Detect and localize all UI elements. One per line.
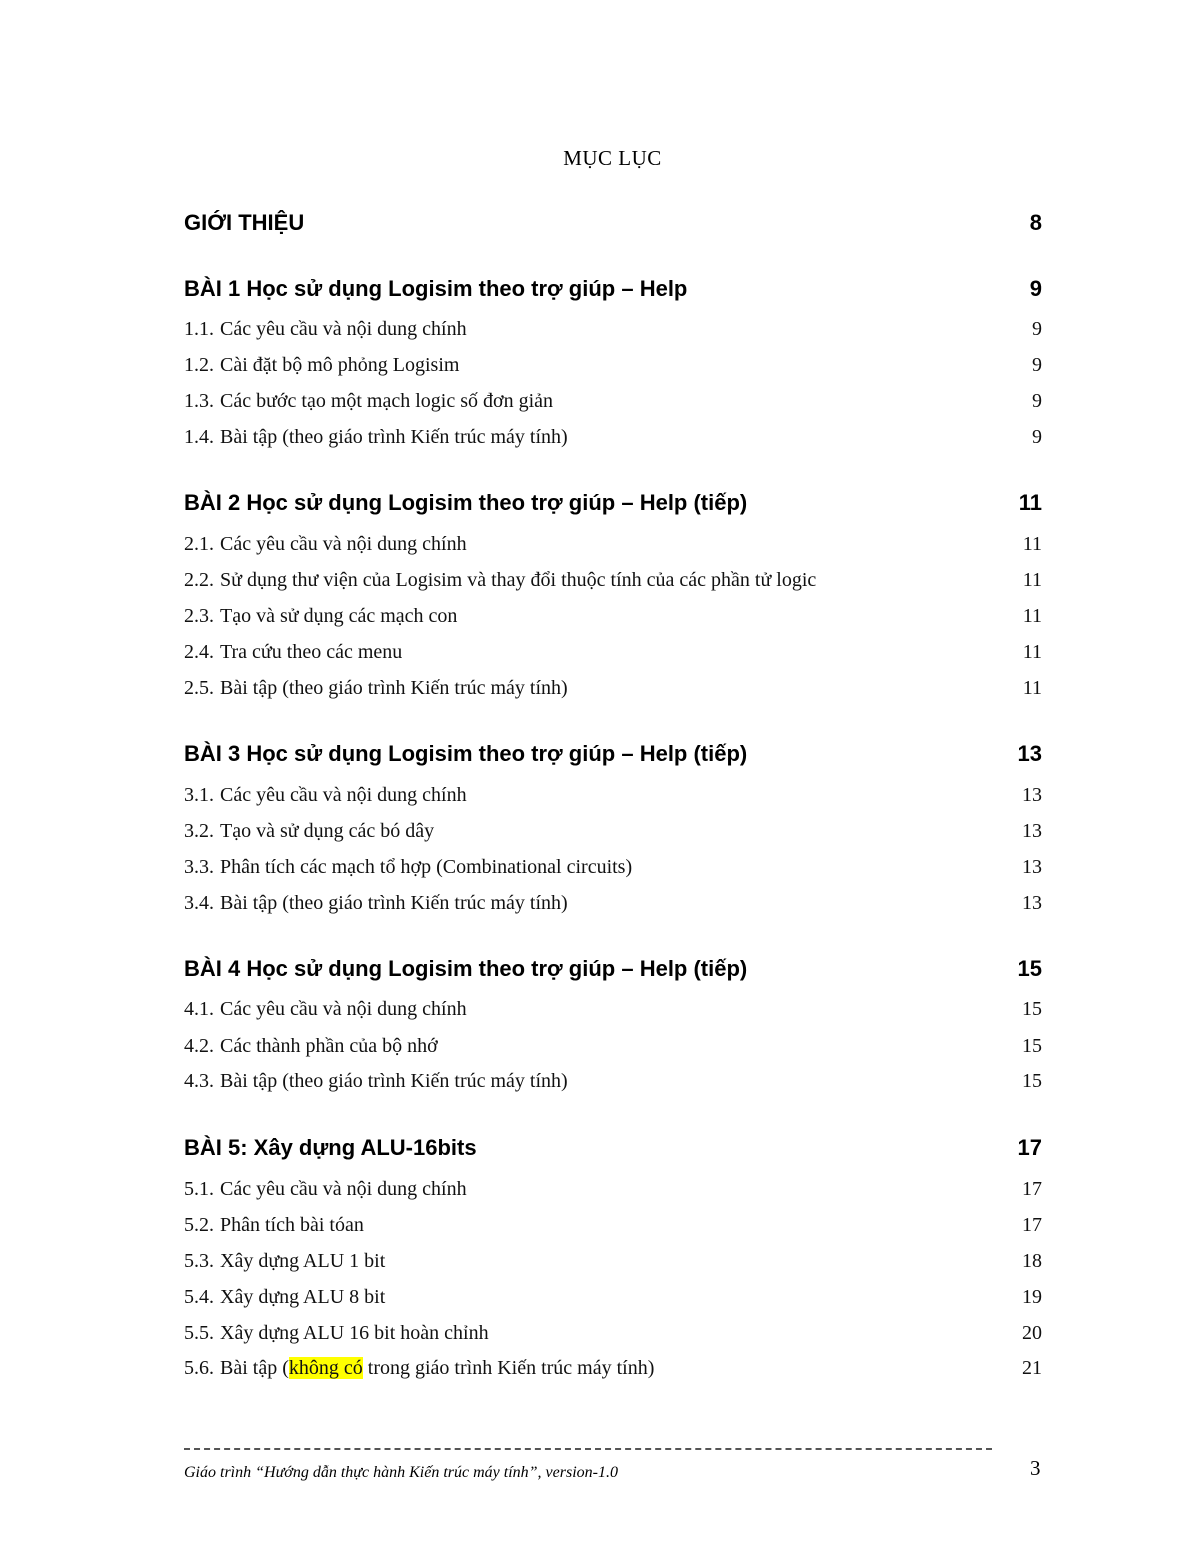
toc-heading[interactable] [184, 956, 1042, 986]
toc-entry-title: BÀI 2 Học sử dụng Logisim theo trợ giúp – Help (tiếp) [184, 490, 748, 515]
toc-entry-title: Các yêu cầu và nội dung chính [220, 998, 467, 1020]
toc-entry-number: 3.1. [184, 784, 214, 806]
toc-entry-title: Bài tập (theo giáo trình Kiến trúc máy tính) [220, 426, 568, 448]
toc-entry[interactable] [184, 784, 1042, 812]
toc-entry-number: 1.4. [184, 426, 214, 448]
toc-page-number: 9 [1029, 276, 1042, 301]
toc-heading[interactable] [184, 1135, 1042, 1165]
toc-page-number: 13 [1017, 741, 1042, 766]
toc-heading[interactable] [184, 276, 1042, 306]
page-number: 3 [1030, 1456, 1041, 1480]
toc-entry[interactable] [184, 1035, 1042, 1063]
toc-page-number: 17 [1022, 1214, 1042, 1236]
page-title: MỤC LỤC [563, 146, 662, 170]
toc-page-number: 13 [1022, 892, 1042, 914]
toc-entry-number: 2.3. [184, 605, 214, 627]
toc-entry-number: 2.2. [184, 569, 214, 591]
toc-entry-title: Các yêu cầu và nội dung chính [220, 1178, 467, 1200]
toc-entry-title-part: Bài tập ( [220, 1357, 289, 1379]
highlighted-text: không có [288, 1357, 363, 1379]
toc-entry-number: 5.1. [184, 1178, 214, 1200]
toc-entry[interactable] [184, 426, 1042, 454]
toc-page-number: 11 [1022, 569, 1042, 591]
toc-entry-number: 3.2. [184, 820, 214, 842]
toc-page-number: 11 [1022, 605, 1042, 627]
toc-entry-title: BÀI 1 Học sử dụng Logisim theo trợ giúp – Help [184, 276, 688, 301]
toc-entry[interactable] [184, 1357, 1042, 1385]
toc-entry-title: Xây dựng ALU 8 bit [220, 1286, 386, 1308]
toc-entry-title: BÀI 4 Học sử dụng Logisim theo trợ giúp – Help (tiếp) [184, 956, 748, 981]
toc-entry[interactable] [184, 641, 1042, 669]
toc-entry-number: 1.3. [184, 390, 214, 412]
toc-entry-number: 3.3. [184, 856, 214, 878]
toc-entry-title: Xây dựng ALU 1 bit [220, 1250, 386, 1272]
toc-entry-title: BÀI 5: Xây dựng ALU-16bits [184, 1135, 477, 1160]
toc-page-number: 11 [1018, 490, 1042, 515]
toc-page-number: 15 [1022, 1070, 1042, 1092]
toc-page-number: 15 [1022, 1035, 1042, 1057]
toc-entry-number: 2.1. [184, 533, 214, 555]
toc-entry-title: Các yêu cầu và nội dung chính [220, 318, 467, 340]
toc-entry-title: Xây dựng ALU 16 bit hoàn chỉnh [220, 1322, 489, 1344]
toc-entry-title: Cài đặt bộ mô phỏng Logisim [220, 354, 460, 376]
toc-entry[interactable] [184, 856, 1042, 884]
toc-entry-title: Tạo và sử dụng các bó dây [220, 820, 435, 842]
toc-page-number: 20 [1022, 1322, 1042, 1344]
toc-entry-title: Sử dụng thư viện của Logisim và thay đổi thuộc tính của các phần tử logic [220, 569, 817, 591]
toc-entry[interactable] [184, 390, 1042, 418]
toc-page-number: 9 [1032, 318, 1042, 340]
toc-page-number: 17 [1017, 1135, 1042, 1160]
toc-page-number: 13 [1022, 820, 1042, 842]
toc-entry-number: 2.4. [184, 641, 214, 663]
toc-entry[interactable] [184, 605, 1042, 633]
toc-entry-title-part: trong giáo trình Kiến trúc máy tính) [362, 1357, 655, 1379]
toc-entry[interactable] [184, 998, 1042, 1026]
footer-divider [184, 1448, 992, 1450]
toc-entry-number: 5.4. [184, 1286, 214, 1308]
toc-entry-number: 2.5. [184, 677, 214, 699]
toc-entry-title: Các yêu cầu và nội dung chính [220, 533, 467, 555]
toc-entry-number: 3.4. [184, 892, 214, 914]
toc-entry-title: Phân tích các mạch tổ hợp (Combinational circuits) [220, 856, 633, 878]
toc-entry-title: Các thành phần của bộ nhớ [220, 1035, 438, 1057]
toc-entry[interactable] [184, 533, 1042, 561]
toc-entry-title: BÀI 3 Học sử dụng Logisim theo trợ giúp – Help (tiếp) [184, 741, 748, 766]
toc-page-number: 11 [1022, 641, 1042, 663]
toc-entry[interactable] [184, 1070, 1042, 1098]
toc-page-number: 21 [1022, 1357, 1042, 1379]
toc-entry[interactable] [184, 1286, 1042, 1314]
toc-entry[interactable] [184, 677, 1042, 705]
toc-entry[interactable] [184, 1322, 1042, 1350]
toc-page-number: 8 [1029, 210, 1042, 235]
toc-entry-number: 5.5. [184, 1322, 214, 1344]
toc-entry-number: 5.3. [184, 1250, 214, 1272]
toc-entry-title: Các yêu cầu và nội dung chính [220, 784, 467, 806]
toc-page-number: 13 [1022, 784, 1042, 806]
footer-caption: Giáo trình “Hướng dẫn thực hành Kiến trúc máy tính”, version-1.0 [184, 1464, 618, 1481]
toc-entry[interactable] [184, 354, 1042, 382]
toc-entry-title: GIỚI THIỆU [184, 210, 305, 235]
toc-entry[interactable] [184, 892, 1042, 920]
toc-page-number: 19 [1022, 1286, 1042, 1308]
toc-entry[interactable] [184, 820, 1042, 848]
toc-page-number: 11 [1022, 533, 1042, 555]
toc-entry-number: 5.6. [184, 1357, 214, 1379]
toc-page-number: 13 [1022, 856, 1042, 878]
toc-page-number: 15 [1022, 998, 1042, 1020]
toc-heading[interactable] [184, 490, 1042, 520]
toc-page-number: 18 [1022, 1250, 1042, 1272]
toc-entry-title: Bài tập (theo giáo trình Kiến trúc máy tính) [220, 677, 568, 699]
toc-entry-number: 4.2. [184, 1035, 214, 1057]
toc-entry[interactable] [184, 569, 1042, 597]
toc-entry[interactable] [184, 1250, 1042, 1278]
toc-entry-number: 1.1. [184, 318, 214, 340]
toc-entry-number: 4.3. [184, 1070, 214, 1092]
toc-entry-title: Tạo và sử dụng các mạch con [220, 605, 458, 627]
toc-page-number: 15 [1017, 956, 1042, 981]
toc-heading[interactable] [184, 210, 1042, 240]
toc-entry[interactable] [184, 318, 1042, 346]
toc-entry-title: Các bước tạo một mạch logic số đơn giản [220, 390, 554, 412]
toc-entry-title [220, 1357, 654, 1380]
toc-page-number: 11 [1022, 677, 1042, 699]
toc-entry-number: 5.2. [184, 1214, 214, 1236]
toc-entry-title: Bài tập (theo giáo trình Kiến trúc máy tính) [220, 892, 568, 914]
toc-entry[interactable] [184, 1214, 1042, 1242]
toc-page-number: 9 [1032, 426, 1042, 448]
toc-entry-title: Bài tập (theo giáo trình Kiến trúc máy tính) [220, 1070, 568, 1092]
toc-entry-number: 4.1. [184, 998, 214, 1020]
toc-entry-number: 1.2. [184, 354, 214, 376]
toc-entry-title: Phân tích bài tóan [220, 1214, 364, 1236]
toc-entry[interactable] [184, 1178, 1042, 1206]
toc-page-number: 9 [1032, 354, 1042, 376]
toc-heading[interactable] [184, 741, 1042, 771]
toc-page-number: 17 [1022, 1178, 1042, 1200]
toc-page-number: 9 [1032, 390, 1042, 412]
toc-entry-title: Tra cứu theo các menu [220, 641, 403, 663]
